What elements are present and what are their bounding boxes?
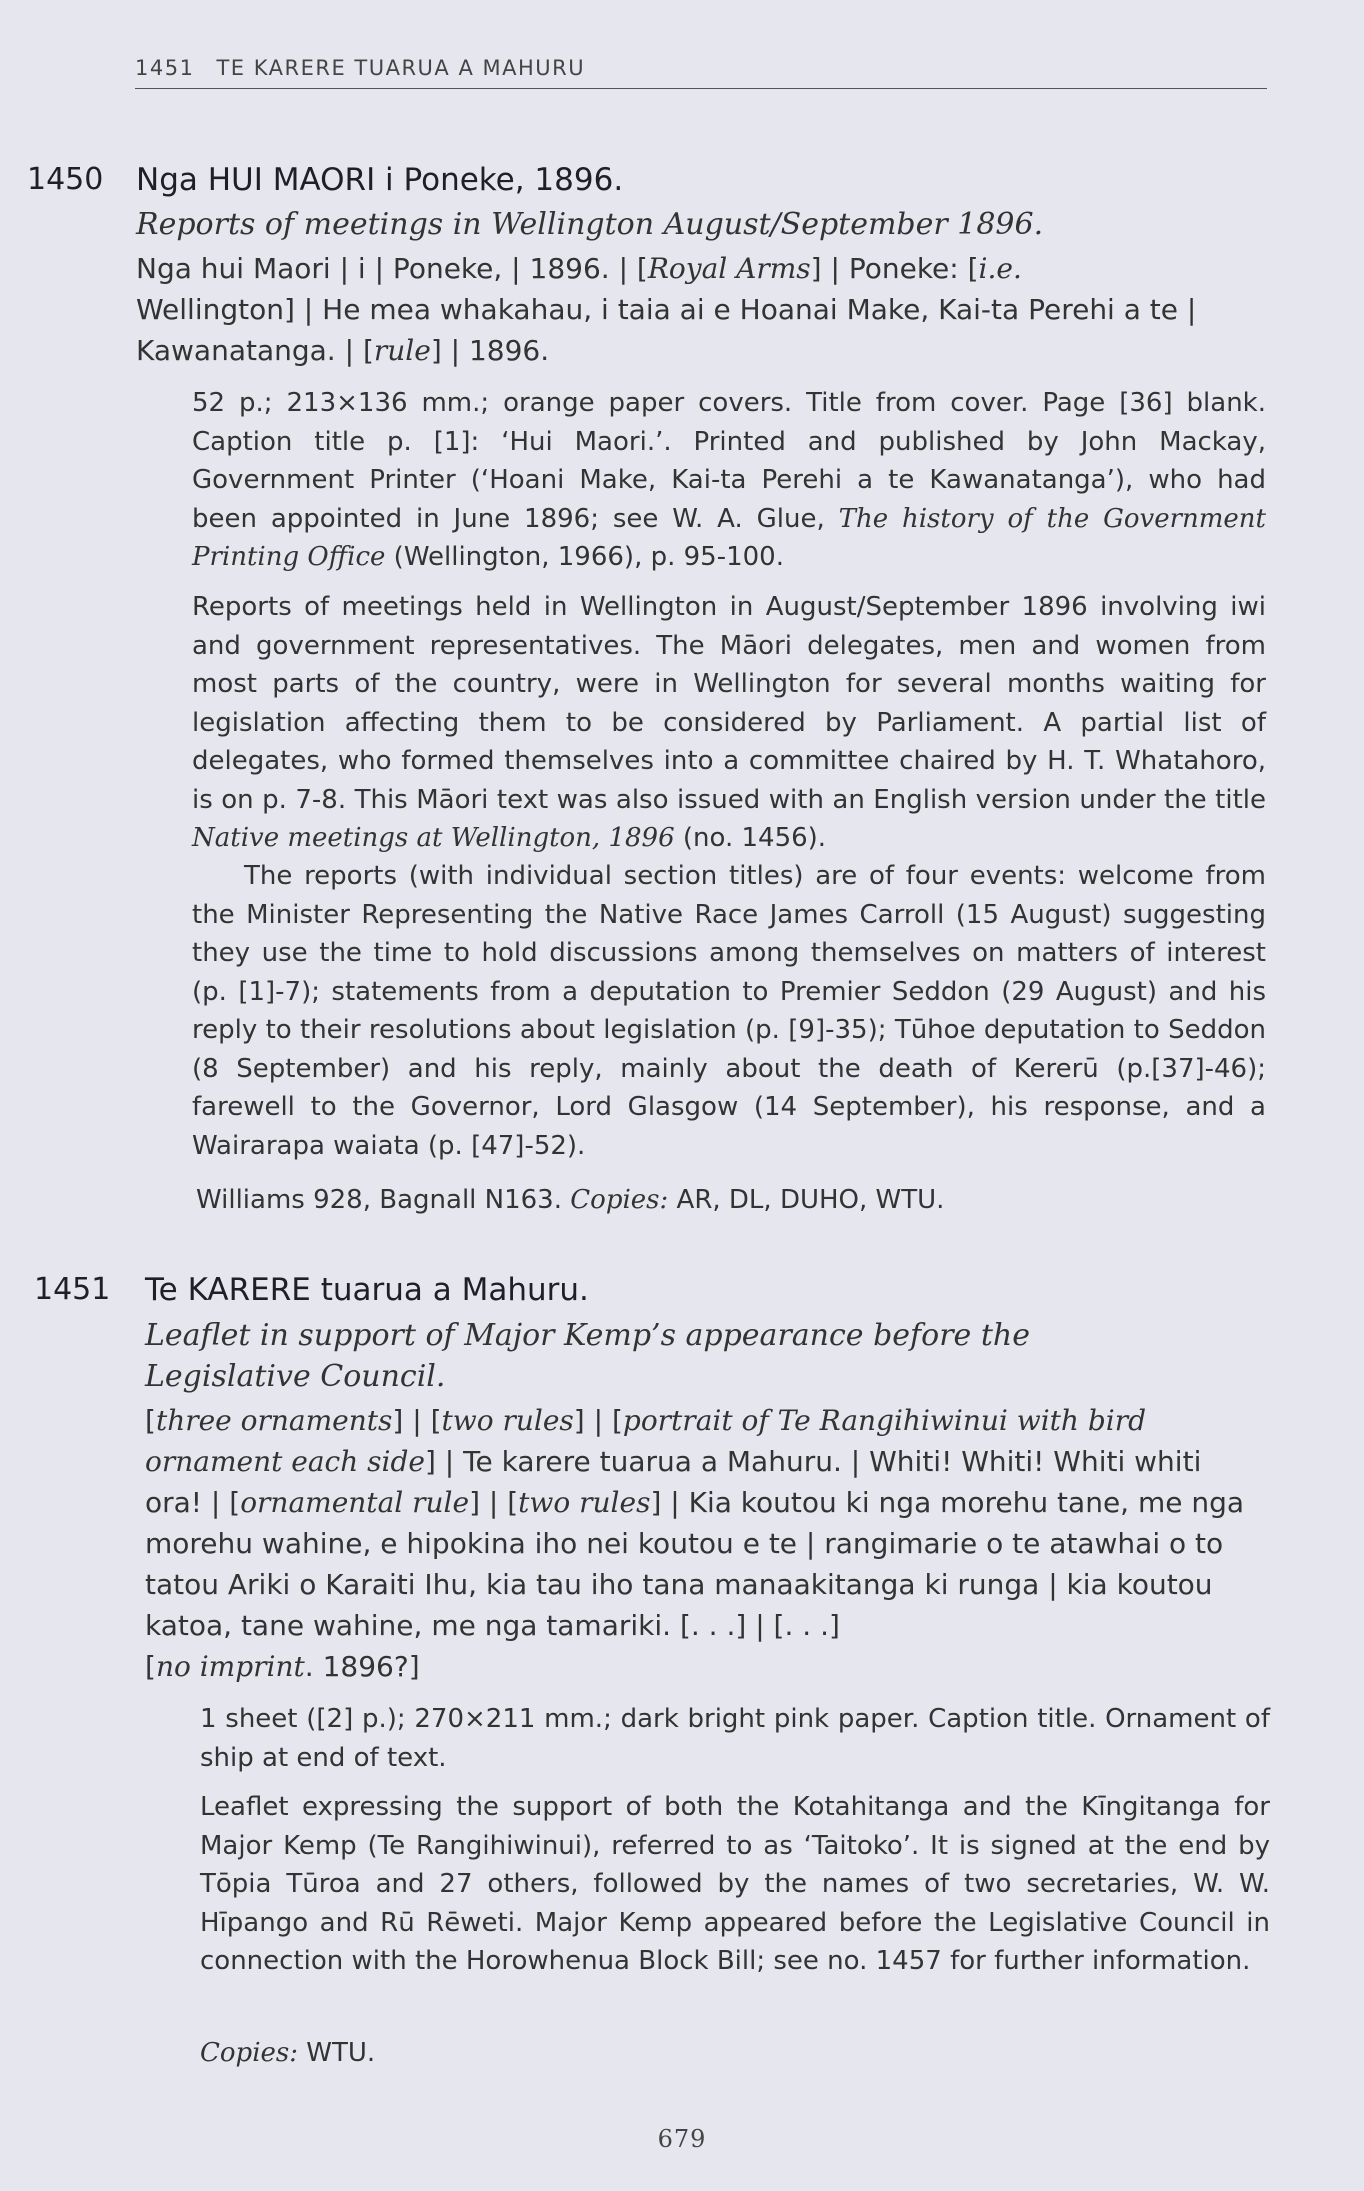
running-head-title: TE KARERE TUARUA A MAHURU [216, 56, 586, 80]
para-text: WTU. [298, 2038, 376, 2068]
para-text: (Wellington, 1966), p. 95-100. [385, 542, 784, 572]
transcription-italic: rule [373, 334, 431, 367]
transcription-text: ] | Kia koutou ki nga morehu tane, me nga morehu wahine, e hipokina iho nei koutou e te | rangimarie o te atawhai o to tatou Ariki o Karaiti Ihu, kia tau iho tana manaakitanga ki runga | kia koutou katoa, tane wahine, me nga tamariki. [. . .] | [. . .] [145, 1486, 1245, 1642]
para-text: Reports of meetings held in Wellington in August/September 1896 involving iwi and government representatives. The Māori delegates, men and women from most parts of the country, were in Wellington for several months waiting for legislation affecting them to be considered by Parliament. A partial list of delegates, who formed themselves into a committee chaired by H. T. Whatahoro, is on p. 7-8. This Māori text was also issued with an English version under the title [192, 592, 1266, 815]
transcription-text: ] | 1896. [430, 334, 550, 367]
para-text: AR, DL, DUHO, WTU. [668, 1185, 945, 1215]
transcription-text: ] | Poneke: [ [810, 252, 979, 285]
para-text: (no. 1456). [674, 823, 827, 853]
entry-note [192, 588, 1266, 858]
transcription-italic: no imprint [155, 1650, 305, 1683]
para-italic: Copies: [570, 1185, 669, 1215]
transcription-italic: Royal Arms [647, 252, 811, 285]
entry-transcription [136, 248, 1266, 371]
transcription-text: ] | Te karere tuarua a Mahuru. | Whiti! Whiti! Whiti whiti ora! | [ [145, 1445, 1202, 1519]
entry-references [196, 1181, 1266, 1220]
entry-references [200, 2034, 1270, 2073]
entry-title: Nga HUI MAORI i Poneke, 1896. [136, 162, 624, 198]
entry-subtitle: Leaflet in support of Major Kemp’s appearance before the Legislative Council. [145, 1318, 1030, 1394]
transcription-italic: two rules [518, 1486, 651, 1519]
transcription-text: ] | [ [469, 1486, 519, 1519]
transcription-italic: portrait of Te Rangihiwinui with bird ornament each side [145, 1404, 1147, 1478]
para-text: 52 p.; 213×136 mm.; orange paper covers. Title from cover. Page [36] blank. Caption title p. [1]: ‘Hui Maori.’. Printed and published by John Mackay, Government Printer (‘Hoani Make, Kai-ta Perehi a te Kawanatanga’), who had been appointed in June 1896; see W. A. Glue, [192, 388, 1266, 534]
para-text: Williams 928, Bagnall N163. [196, 1185, 571, 1215]
page-number: 679 [657, 2125, 707, 2153]
transcription-text: . 1896?] [304, 1650, 420, 1683]
transcription-text: Kawanatanga. | [ [136, 334, 374, 367]
entry-title: Te KARERE tuarua a Mahuru. [145, 1272, 589, 1308]
entry-number: 1451 [34, 1272, 111, 1307]
para-italic: Native meetings at Wellington, 1896 [192, 823, 675, 853]
transcription-italic: ornamental rule [240, 1486, 470, 1519]
entry-note: The reports (with individual section titles) are of four events: welcome from the Minister Representing the Native Race James Carroll (15 August) suggesting they use the time to hold discussions among themselves on matters of interest (p. [1]-7); statements from a deputation to Premier Seddon (29 August) and his reply to their resolutions about legislation (p. [9]-35); Tūhoe deputation to Seddon (8 September) and his reply, mainly about the death of Kererū (p.[37]-46); farewell to the Governor, Lord Glasgow (14 September), his response, and a Wairarapa waiata (p. [47]-52). [192, 861, 1266, 1161]
entry-note: Leaflet expressing the support of both the Kotahitanga and the Kīngitanga for Major Kemp (Te Rangihiwinui), referred to as ‘Taitoko’. It is signed at the end by Tōpia Tūroa and 27 others, followed by the names of two secretaries, W. W. Hīpango and Rū Rēweti. Major Kemp appeared before the Legislative Council in connection with the Horowhenua Block Bill; see no. 1457 for further information. [200, 1792, 1270, 1976]
entry-transcription [145, 1400, 1265, 1687]
transcription-text: [ [145, 1650, 156, 1683]
transcription-text: Wellington] | He mea whakahau, i taia ai e Hoanai Make, Kai-ta Perehi a te | [136, 293, 1197, 326]
entry-number: 1450 [27, 162, 104, 197]
transcription-italic: three ornaments [155, 1404, 393, 1437]
transcription-text: ] | [ [573, 1404, 623, 1437]
running-head-page: 1451 [135, 56, 195, 80]
entry-physical-description: 1 sheet ([2] p.); 270×211 mm.; dark bright pink paper. Caption title. Ornament of ship at end of text. [200, 1704, 1270, 1773]
transcription-italic: i.e. [978, 252, 1022, 285]
transcription-italic: two rules [441, 1404, 574, 1437]
para-italic: The history of the Government Printing Office [192, 503, 1266, 572]
transcription-text: ] | [ [392, 1404, 442, 1437]
para-italic: Copies: [200, 2038, 298, 2068]
entry-subtitle: Reports of meetings in Wellington August/September 1896. [136, 207, 1044, 242]
transcription-text: Nga hui Maori | i | Poneke, | 1896. | [ [136, 252, 648, 285]
entry-physical-description [192, 384, 1266, 577]
running-head [135, 56, 1267, 89]
transcription-text: [ [145, 1404, 156, 1437]
